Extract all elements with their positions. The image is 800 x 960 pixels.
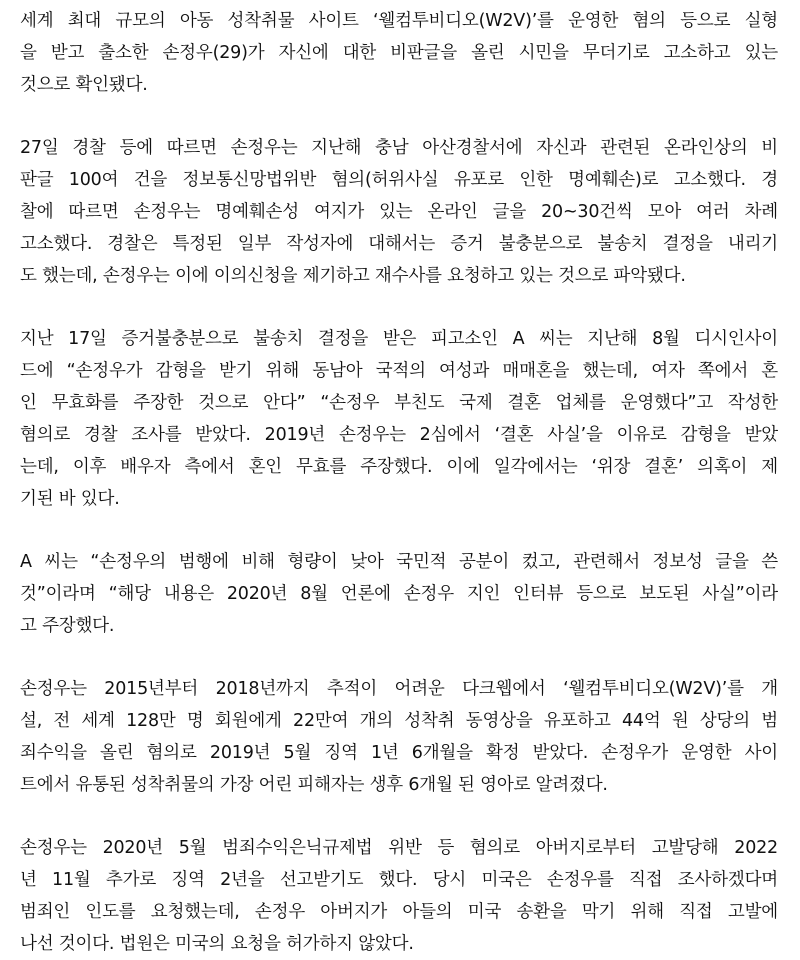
text-line: 트에서 유통된 성착취물의 가장 어린 피해자는 생후 6개월 된 영아로 알려졌다. — [20, 775, 608, 795]
text-line: 것으로 확인됐다. — [20, 75, 148, 95]
text-line: 27일 경찰 등에 따르면 손정우는 지난해 충남 아산경찰서에 자신과 관련된 온라인상의 비 — [20, 138, 778, 158]
paragraph-1 — [20, 5, 778, 101]
text-line: 세계 최대 규모의 아동 성착취물 사이트 ‘웰컴투비디오(W2V)’를 운영한 혐의 등으로 실형 — [20, 11, 778, 31]
text-line: 범죄인 인도를 요청했는데, 손정우 아버지가 아들의 미국 송환을 막기 위해 직접 고발에 — [20, 902, 778, 922]
text-line: 지난 17일 증거불충분으로 불송치 결정을 받은 피고소인 A 씨는 지난해 8월 디시인사이 — [20, 329, 778, 349]
text-line: 년 11월 추가로 징역 2년을 선고받기도 했다. 당시 미국은 손정우를 직접 조사하겠다며 — [20, 870, 778, 890]
text-line: 고소했다. 경찰은 특정된 일부 작성자에 대해서는 증거 불충분으로 불송치 결정을 내리기 — [20, 234, 778, 254]
paragraph-5 — [20, 673, 778, 801]
text-line: 고 주장했다. — [20, 616, 115, 636]
text-line: 손정우는 2015년부터 2018년까지 추적이 어려운 다크웹에서 ‘웰컴투비디오(W2V)’를 개 — [20, 679, 778, 699]
text-line: 드에 “손정우가 감형을 받기 위해 동남아 국적의 여성과 매매혼을 했는데, 여자 쪽에서 혼 — [20, 361, 778, 381]
text-line: 판글 100여 건을 정보통신망법위반 혐의(허위사실 유포로 인한 명예훼손)로 고소했다. 경 — [20, 170, 778, 190]
text-line: 설, 전 세계 128만 명 회원에게 22만여 개의 성착취 동영상을 유포하고 44억 원 상당의 범 — [20, 711, 778, 731]
paragraph-4 — [20, 546, 778, 642]
text-line: 을 받고 출소한 손정우(29)가 자신에 대한 비판글을 올린 시민을 무더기로 고소하고 있는 — [20, 43, 778, 63]
text-line: 는데, 이후 배우자 측에서 혼인 무효를 주장했다. 이에 일각에서는 ‘위장 결혼’ 의혹이 제 — [20, 457, 778, 477]
text-line: 도 했는데, 손정우는 이에 이의신청을 제기하고 재수사를 요청하고 있는 것으로 파악됐다. — [20, 266, 686, 286]
paragraph-3 — [20, 323, 778, 515]
text-line: 것”이라며 “해당 내용은 2020년 8월 언론에 손정우 지인 인터뷰 등으로 보도된 사실”이라 — [20, 584, 778, 604]
text-line: 인 무효화를 주장한 것으로 안다” “손정우 부친도 국제 결혼 업체를 운영했다”고 작성한 — [20, 393, 778, 413]
paragraph-6 — [20, 832, 778, 960]
text-line: 혐의로 경찰 조사를 받았다. 2019년 손정우는 2심에서 ‘결혼 사실’을 이유로 감형을 받았 — [20, 425, 778, 445]
news-article — [0, 5, 800, 960]
paragraph-2 — [20, 132, 778, 292]
text-line: 찰에 따르면 손정우는 명예훼손성 여지가 있는 온라인 글을 20~30건씩 모아 여러 차례 — [20, 202, 778, 222]
text-line: A 씨는 “손정우의 범행에 비해 형량이 낮아 국민적 공분이 컸고, 관련해서 정보성 글을 쓴 — [20, 552, 778, 572]
text-line: 죄수익을 올린 혐의로 2019년 5월 징역 1년 6개월을 확정 받았다. 손정우가 운영한 사이 — [20, 743, 778, 763]
text-line: 나선 것이다. 법원은 미국의 요청을 허가하지 않았다. — [20, 934, 414, 954]
text-line: 기된 바 있다. — [20, 489, 120, 509]
text-line: 손정우는 2020년 5월 범죄수익은닉규제법 위반 등 혐의로 아버지로부터 고발당해 2022 — [20, 838, 778, 858]
